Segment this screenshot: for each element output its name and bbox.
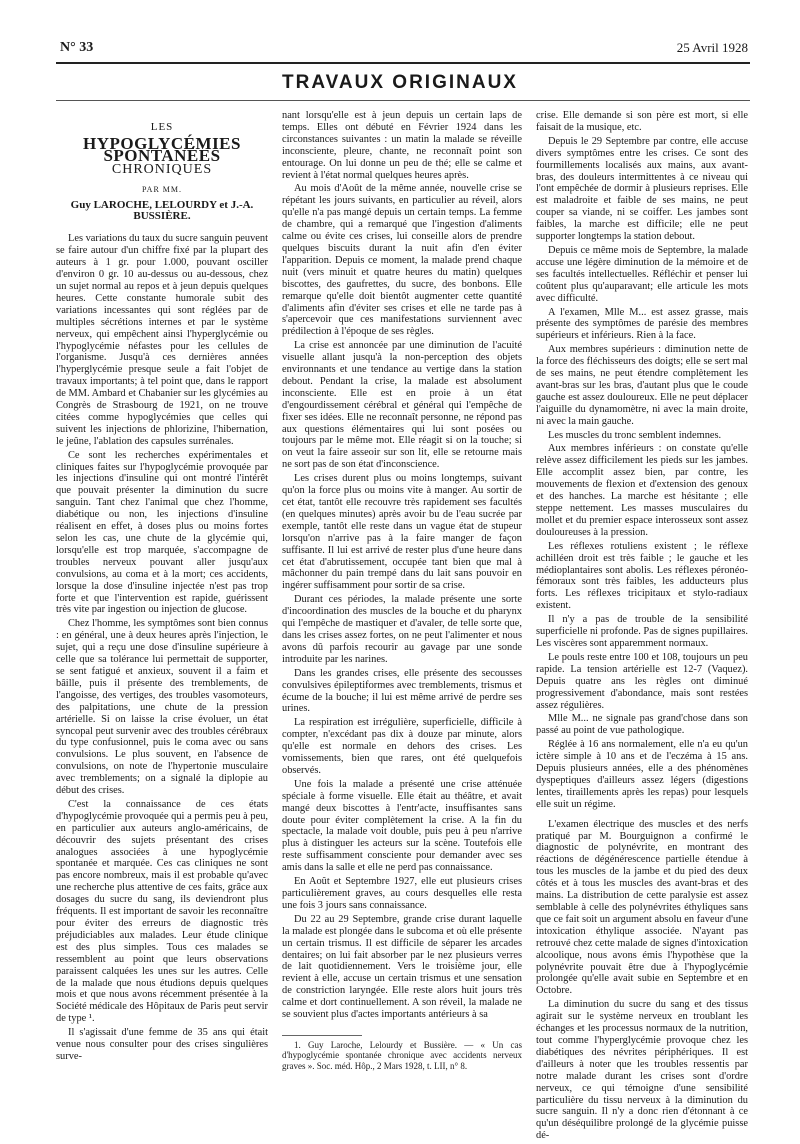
article-heading bbox=[56, 122, 268, 223]
header-rule bbox=[56, 62, 750, 64]
issue-date: 25 Avril 1928 bbox=[676, 40, 748, 55]
paragraph: Aux membres inférieurs : on constate qu'elle relève assez difficilement les pieds sur les jambes. Elle accomplit assez bien, par contre, les mouvements de flexion et d'extension des genoux et des hanches. La marche est hésitante ; elle steppe nettement. Les masses musculaires du mollet et du premier espace interosseux sont assez douloureuses à la pression. bbox=[536, 443, 748, 538]
paragraph: Depuis ce même mois de Septembre, la malade accuse une légère diminution de la mémoire et de ses facultés intellectuelles. Réfléchir et penser lui coûtent plus qu'auparavant; elle articule les mots avec difficulté. bbox=[536, 244, 748, 304]
paragraph: Mlle M... ne signale pas grand'chose dans son passé au point de vue pathologique. bbox=[536, 713, 748, 737]
section-title: TRAVAUX ORIGINAUX bbox=[282, 72, 518, 93]
article-authors: Guy LAROCHE, LELOURDY et J.-A. BUSSIÈRE. bbox=[70, 198, 254, 223]
paragraph: Ce sont les recherches expérimentales et cliniques faites sur l'hypoglycémie provoquée par les injections d'insuline qui ont montré l'intérêt que pouvait présenter la diminution du sucre sanguin. Tant chez l'animal que chez l'homme, diabétique ou non, les injections d'insuline réalisent en effet, à doses plus ou moins fortes selon les cas, une chute de la glycémie qui, lorsqu'elle est trop marquée, s'accompagne de troubles nerveux pouvant aller jusqu'aux convulsions, au coma et à la mort; ces accidents, lorsque la dose d'insuline injectée n'est pas trop forte et que l'intervention est rapide, guérissent très vite par ingestion ou injection de glucose. bbox=[56, 449, 268, 616]
paragraph: C'est la connaissance de ces états d'hypoglycémie provoquée qui a permis peu à peu, en particulier aux auteurs anglo-américains, de découvrir des sujets présentant des crises analogues associées à une hypoglycémie spontanée et marquée. Ces cas cliniques ne sont pas encore nombreux, mais il est probable qu'avec une recherche plus attentive de ces faits, grâce aux dosages du sucre du sang, ils deviendront plus fréquents. Il est important de savoir les reconnaître pour éviter des erreurs de diagnostic très préjudiciables aux malades. Leur étude clinique est des plus simples. Tous ces malades se ressemblent au point que leurs observations paraissent calquées les unes sur les autres. Celle de la malade que nous étudions depuis quelques mois et que nous avons récemment présentée à la Société médicale des Hôpitaux de Paris peut servir de type ¹. bbox=[56, 798, 268, 1025]
paragraph: En Août et Septembre 1927, elle eut plusieurs crises particulièrement graves, au cours desquelles elle resta une fois 3 jours sans connaissance. bbox=[282, 876, 522, 911]
title-rule bbox=[56, 100, 750, 101]
paragraph: Les muscles du tronc semblent indemnes. bbox=[548, 429, 722, 441]
paragraph: Il s'agissait d'une femme de 35 ans qui était venue nous consulter pour des crises singulières surve- bbox=[56, 1027, 268, 1062]
paragraph: Durant ces périodes, la malade présente une sorte d'incoordination des muscles de la bouche et du pharynx qui l'empêche de mastiquer et d'avaler, de telle sorte que, dans les crises assez fortes, on ne peut l'alimenter et nous avons dû parfois recourir au gavage par une sonde introduite par les narines. bbox=[282, 594, 522, 665]
paragraph: Dans les grandes crises, elle présente des secousses convulsives épileptiformes avec tremblements, trismus et écume de la bouche; il lui est même arrivé de perdre ses urines. bbox=[282, 667, 522, 715]
issue-number: N° 33 bbox=[60, 40, 94, 55]
paragraph: Les réflexes rotuliens existent ; le réflexe achilléen droit est très faible ; le gauche et les médioplantaires sont abolis. Les réflexes péronéo-fémoraux sont très faibles, les adducteurs plus forts. Les réflexes tricipitaux et stylo-radiaux existent. bbox=[536, 540, 748, 612]
paragraph: nant lorsqu'elle est à jeun depuis un certain laps de temps. Elles ont débuté en Février 1924 dans les circonstances suivantes : un matin la malade se réveille inconsciente, pleure, chante, ne reconnaît point son entourage. On lui donne un peu de thé; elle se calme et revient à l'état normal quelques heures après. bbox=[282, 110, 522, 181]
paragraph: Les crises durent plus ou moins longtemps, suivant qu'on la force plus ou moins vite à manger. Au sortir de cet état, tantôt elle recouvre très rapidement ses facultés (en quelques minutes) après avoir bu de l'eau sucrée par exemple, tantôt elle reste dans un vague état de stupeur lorsqu'on n'arrive pas à la faire manger de façon suffisante. Il lui est arrivé de rester plus d'une heure dans cet état d'abrutissement, occupée tant bien que mal à mâchonner du pain trempé dans du lait sans pouvoir en ingérer suffisamment pour sortir de sa crise. bbox=[282, 473, 522, 592]
footnote-rule bbox=[282, 1035, 362, 1036]
paragraph: A l'examen, Mlle M... est assez grasse, mais présente des symptômes de parésie des membres supérieurs et inférieurs. Rien à la face. bbox=[536, 306, 748, 342]
footnote: 1. Guy Laroche, Lelourdy et Bussière. — « Un cas d'hypoglycémie spontanée chronique avec accidents nerveux graves ». Soc. méd. Hôp., 2 Mars 1928, t. LII, n° 8. bbox=[282, 1039, 522, 1071]
paragraph: La crise est annoncée par une diminution de l'acuité visuelle allant jusqu'à la non-perception des objets environnants et une tendance au vertige dans la station debout. Pendant la crise, la malade est absolument inconsciente. Elle est en proie à un état d'engourdissement cérébral et général qui l'empêche de fixer ses idées. Elle ne reconnaît personne, ne répond pas aux questions élémentaires qui lui sont posées ou toujours par le même mot. Elle réagit si on la touche; si on veut la faire asseoir sur son lit, elle se retourne mais ne sort pas de son état d'inconscience. bbox=[282, 340, 522, 471]
paragraph: Chez l'homme, les symptômes sont bien connus : en général, une à deux heures après l'injection, le sujet, qui a reçu une dose d'insuline supérieure à celle que sa tolérance lui permettait de supporter, se sent fatigué et anxieux, souvent il a faim et bâille, puis il présente des tremblements, de l'angoisse, des vertiges, des troubles vasomoteurs, des palpitations, une chute de la pression artérielle. Si on laisse la crise évoluer, un état syncopal peut survenir avec des troubles cérébraux du type confusionnel, puis le coma avec ou sans convulsions. Le plus souvent, en l'absence de convulsions, on note de l'hypertonie musculaire avec tremblements; on a signalé la diplopie au début des crises. bbox=[56, 618, 268, 797]
article-les: LES bbox=[150, 121, 174, 133]
article-par: PAR MM. bbox=[141, 184, 183, 194]
paragraph: crise. Elle demande si son père est mort, si elle faisait de la musique, etc. bbox=[536, 110, 748, 133]
page-header bbox=[60, 40, 748, 58]
paragraph: Le pouls reste entre 100 et 108, toujours un peu rapide. La tension artérielle est 12-7 (Vaquez). Depuis quatre ans les règles ont diminué progressivement d'abondance, mais sont restées assez régulières. bbox=[536, 651, 748, 711]
paragraph: Une fois la malade a présenté une crise atténuée spéciale à forme visuelle. Elle était au théâtre, et avait mangé deux biscottes à l'entr'acte, insuffisantes sans doute pour éviter complètement la crise. A la fin du spectacle, la malade voit double, puis peu à peu n'arrive plus à distinguer les acteurs sur la scène. Toutefois elle reste suffisamment consciente pour demander avec ses amis dans la salle et elle ne perd pas connaissance. bbox=[282, 778, 522, 874]
article-subtitle: CHRONIQUES bbox=[111, 161, 213, 177]
paragraph: La respiration est irrégulière, superficielle, difficile à compter, n'excédant pas dix à douze par minute, alors qu'elle est normale en dehors des crises. Les vomissements, bien que rares, ont été quelquefois observés. bbox=[282, 717, 522, 776]
paragraph: Depuis le 29 Septembre par contre, elle accuse divers symptômes entre les crises. Ce sont des fourmillements localisés aux mains, aux avant-bras, des douleurs intermittentes à ce niveau qui l'ont empêchée de dormir à plusieurs reprises. Elle est maladroite et faible de ses mains, ne peut couper sa viande, ni se coiffer. Les jambes sont faibles, la marche est difficile; elle ne peut supporter longtemps la station debout. bbox=[536, 135, 748, 243]
column-1 bbox=[56, 110, 268, 1065]
paragraph: Les variations du taux du sucre sanguin peuvent se faire autour d'un chiffre fixé par la plupart des auteurs à 1 gr. pour 1.000, pouvant osciller d'environ 0 gr. 10 au-dessus ou au-dessous, chez un sujet normal au repos et à jeun depuis quelques heures. Cette constante humorale subit des variations incessantes qui sont réglées par de multiples sécrétions internes et par le système nerveux, qui empêchent ainsi l'hyperglycémie ou l'hypoglycémie néfastes pour les cellules de l'organisme. Jusqu'à ces dernières années l'hyperglycémie presque seule a fait l'objet de travaux importants; à tel point que, dans le rapport de MM. Ambard et Chabanier sur les glycémies au Congrès de Strasbourg de 1921, on ne trouve citées comme hypoglycémies que celles qui suivent les injections de phlorizine, l'hibernation, le jeûne, l'ablation des capsules surrénales. bbox=[56, 233, 268, 447]
paragraph: Du 22 au 29 Septembre, grande crise durant laquelle la malade est plongée dans le subcoma et où elle présente un certain trismus. Il est difficile de séparer les arcades dentaires; on lui fait absorber par le nez plusieurs verres de lait quotidiennement. Vers le troisième jour, elle revient à elle, accuse un certain trismus et une sensation de constriction laryngée. Elle reste alors huit jours très calme et dort continuellement. A son réveil, la malade ne se souvient plus d'actes importants antérieurs à sa bbox=[282, 913, 522, 1021]
paragraph: Réglée à 16 ans normalement, elle n'a eu qu'un ictère simple à 10 ans et de l'eczéma à 15 ans. Depuis plusieurs années, elle a des phénomènes dyspeptiques d'ailleurs assez légers (digestions lentes, tiraillements après les repas) pour lesquels elle suit un régime. bbox=[536, 739, 748, 810]
column-2 bbox=[282, 110, 522, 1071]
paragraph: Aux membres supérieurs : diminution nette de la force des fléchisseurs des doigts; elle se sert mal de ses mains, ne peut étendre complètement les avant-bras sur les bras, d'autant plus que le coude gauche est assez douloureux. Elle ne peut déplacer l'aiguille du dynamomètre, ni avec la main droite, ni avec la main gauche. bbox=[536, 344, 748, 427]
paragraph: Au mois d'Août de la même année, nouvelle crise se répétant les jours suivants, en particulier au réveil, alors qu'elle n'a pas mangé depuis un certain temps. La femme de chambre, qui a remarqué que l'ingestion d'aliments calme ou évite ces crises, lui conseille alors de prendre quelques biscuits durant la nuit afin d'en éviter l'apparition. Depuis ce moment, la malade prend chaque nuit (vers minuit et quatre heures du matin) quelques biscottes, des gaufrettes, du sucre, des bonbons. Elle remarque qu'elle doit bientôt augmenter cette quantité d'aliments afin d'éviter ses crises et elle ne tarde pas à s'apercevoir que ces manifestations surviennent avec prédilection à l'époque de ses règles. bbox=[282, 183, 522, 338]
paragraph: La diminution du sucre du sang et des tissus agirait sur le système nerveux en troublant les échanges et les processus normaux de la nutrition, tout comme l'hyperglycémie provoque chez les diabétiques des névrites périphériques. Il est d'ailleurs à noter que les troubles ressentis par notre malade durant les crises sont d'ordre nerveux, ce qui témoigne d'une sensibilité particulière du tissu nerveux à la diminution du sucre sanguin. Il n'y a donc rien d'étonnant à ce qu'un déséquilibre prolongé de la glycémie puisse dé- bbox=[536, 999, 748, 1142]
paragraph: Il n'y a pas de trouble de la sensibilité superficielle ni profonde. Pas de signes pupillaires. Les viscères sont apparemment normaux. bbox=[536, 614, 748, 649]
paragraph: L'examen électrique des muscles et des nerfs pratiqué par M. Bourguignon a confirmé le diagnostic de polynévrite, en montrant des réactions de dégénérescence partielle étendue à tous les muscles de la jambe et du pied des deux côtés et à tous les muscles des avant-bras et des mains. La distribution de cette paralysie est assez semblable à celle des polynévrites éthyliques sans que ce fait soit un argument absolu en faveur d'une intoxication éthylique associée. N'ayant pas retrouvé chez cette malade de signes d'intoxication alcoolique, nous avons émis l'hypothèse que la polynévrite pouvait être due à l'hypoglycémie prolongée qu'elle avait subie en Septembre et en Octobre. bbox=[536, 818, 748, 997]
column-3 bbox=[536, 110, 748, 1144]
article-title: HYPOGLYCÉMIES SPONTANÉES bbox=[83, 133, 241, 165]
